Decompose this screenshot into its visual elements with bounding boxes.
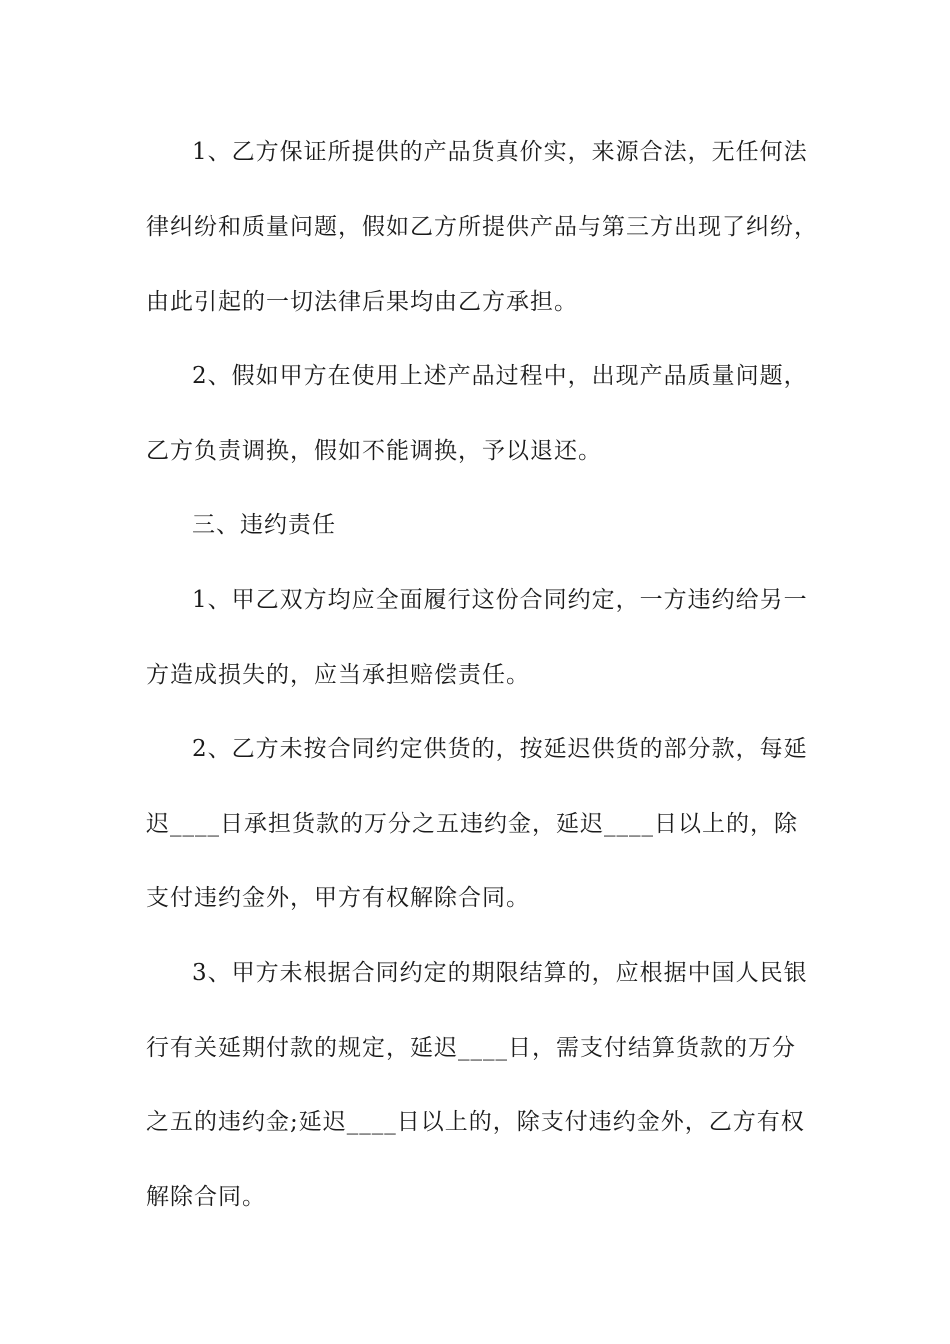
paragraph-5-line-1: 3、甲方未根据合同约定的期限结算的，应根据中国人民银 — [192, 960, 808, 986]
paragraph-3-line-2: 方造成损失的，应当承担赔偿责任。 — [146, 662, 530, 688]
paragraph-2-line-2: 乙方负责调换，假如不能调换，予以退还。 — [146, 438, 602, 464]
paragraph-2-line-1: 2、假如甲方在使用上述产品过程中，出现产品质量问题， — [192, 363, 808, 389]
paragraph-5-line-3: 之五的违约金;延迟____日以上的，除支付违约金外，乙方有权 — [146, 1109, 805, 1135]
paragraph-5-line-4: 解除合同。 — [146, 1184, 266, 1210]
paragraph-1-line-2: 律纠纷和质量问题，假如乙方所提供产品与第三方出现了纠纷， — [146, 214, 818, 240]
paragraph-3-line-1: 1、甲乙双方均应全面履行这份合同约定，一方违约给另一 — [192, 587, 808, 613]
paragraph-1-line-1: 1、乙方保证所提供的产品货真价实，来源合法，无任何法 — [192, 139, 808, 165]
paragraph-4-line-2: 迟____日承担货款的万分之五违约金，延迟____日以上的，除 — [146, 811, 798, 837]
paragraph-4-line-3: 支付违约金外，甲方有权解除合同。 — [146, 885, 530, 911]
paragraph-4-line-1: 2、乙方未按合同约定供货的，按延迟供货的部分款，每延 — [192, 736, 808, 762]
paragraph-1-line-3: 由此引起的一切法律后果均由乙方承担。 — [146, 289, 578, 315]
paragraph-5-line-2: 行有关延期付款的规定，延迟____日，需支付结算货款的万分 — [146, 1035, 796, 1061]
section-heading: 三、违约责任 — [192, 512, 336, 538]
